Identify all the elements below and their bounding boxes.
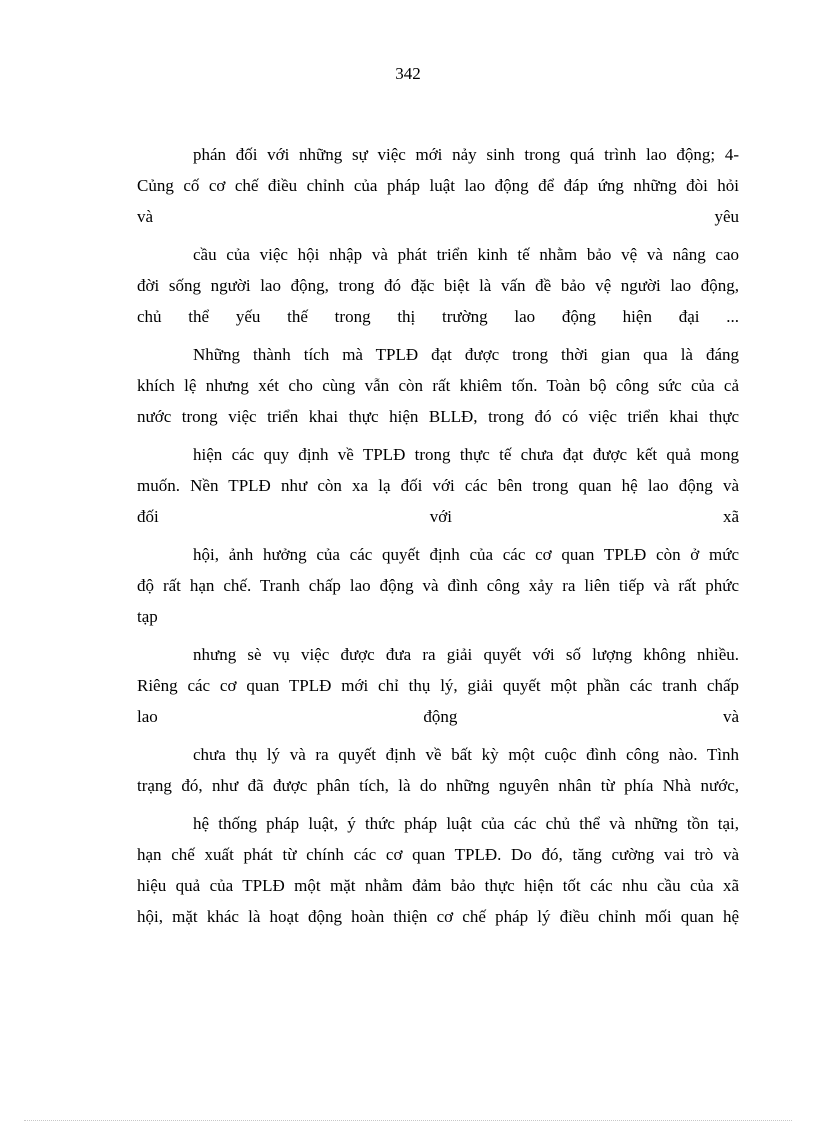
text-line: Những thành tích mà TPLĐ đạt được trong thời gian qua là đáng (193, 345, 739, 364)
text-line: đối với xã (137, 507, 739, 526)
text-line: hiện các quy định về TPLĐ trong thực tế chưa đạt được kết quả mong (193, 445, 739, 464)
text-line: Củng cố cơ chế điều chỉnh của pháp luật lao động để đáp ứng những đòi hỏi (137, 176, 739, 195)
text-line: chưa thụ lý và ra quyết định về bất kỳ một cuộc đình công nào. Tình (193, 745, 739, 764)
text-line: hội, mặt khác là hoạt động hoàn thiện cơ chế pháp lý điều chỉnh mối quan hệ (137, 907, 739, 926)
text-line: và yêu (137, 207, 739, 226)
page-number: 342 (395, 64, 421, 83)
text-line: chủ thể yếu thế trong thị trường lao động hiện đại ... (137, 307, 739, 326)
text-line: hệ thống pháp luật, ý thức pháp luật của các chủ thể và những tồn tại, (193, 814, 739, 833)
text-line: hiệu quả của TPLĐ một mặt nhằm đảm bảo thực hiện tốt các nhu cầu của xã (137, 876, 739, 895)
text-line: đời sống người lao động, trong đó đặc biệt là vấn đề bảo vệ người lao động, (137, 276, 739, 295)
text-line: trạng đó, như đã được phân tích, là do những nguyên nhân từ phía Nhà nước, (137, 776, 739, 795)
text-line: hội, ảnh hưởng của các quyết định của các cơ quan TPLĐ còn ở mức (193, 545, 739, 564)
text-line: hạn chế xuất phát từ chính các cơ quan TPLĐ. Do đó, tăng cường vai trò và (137, 845, 739, 864)
text-line: muốn. Nền TPLĐ như còn xa lạ đối với các bên trong quan hệ lao động và (137, 476, 739, 495)
text-line: độ rất hạn chế. Tranh chấp lao động và đình công xảy ra liên tiếp và rất phức (137, 576, 739, 595)
text-line: nhưng sè vụ việc được đưa ra giải quyết với số lượng không nhiều. (193, 645, 739, 664)
text-line: Riêng các cơ quan TPLĐ mới chỉ thụ lý, giải quyết một phần các tranh chấp (137, 676, 739, 695)
page-bottom-divider (24, 1120, 792, 1121)
text-line: lao động và (137, 707, 739, 726)
text-line: phán đối với những sự việc mới nảy sinh trong quá trình lao động; 4- (193, 145, 739, 164)
text-line: khích lệ nhưng xét cho cùng vẫn còn rất khiêm tốn. Toàn bộ công sức của cả (137, 376, 739, 395)
text-line: cầu của việc hội nhập và phát triển kinh tế nhằm bảo vệ và nâng cao (193, 245, 739, 264)
text-line: nước trong việc triển khai thực hiện BLLĐ, trong đó có việc triển khai thực (137, 407, 739, 426)
text-line: tạp (137, 607, 158, 626)
